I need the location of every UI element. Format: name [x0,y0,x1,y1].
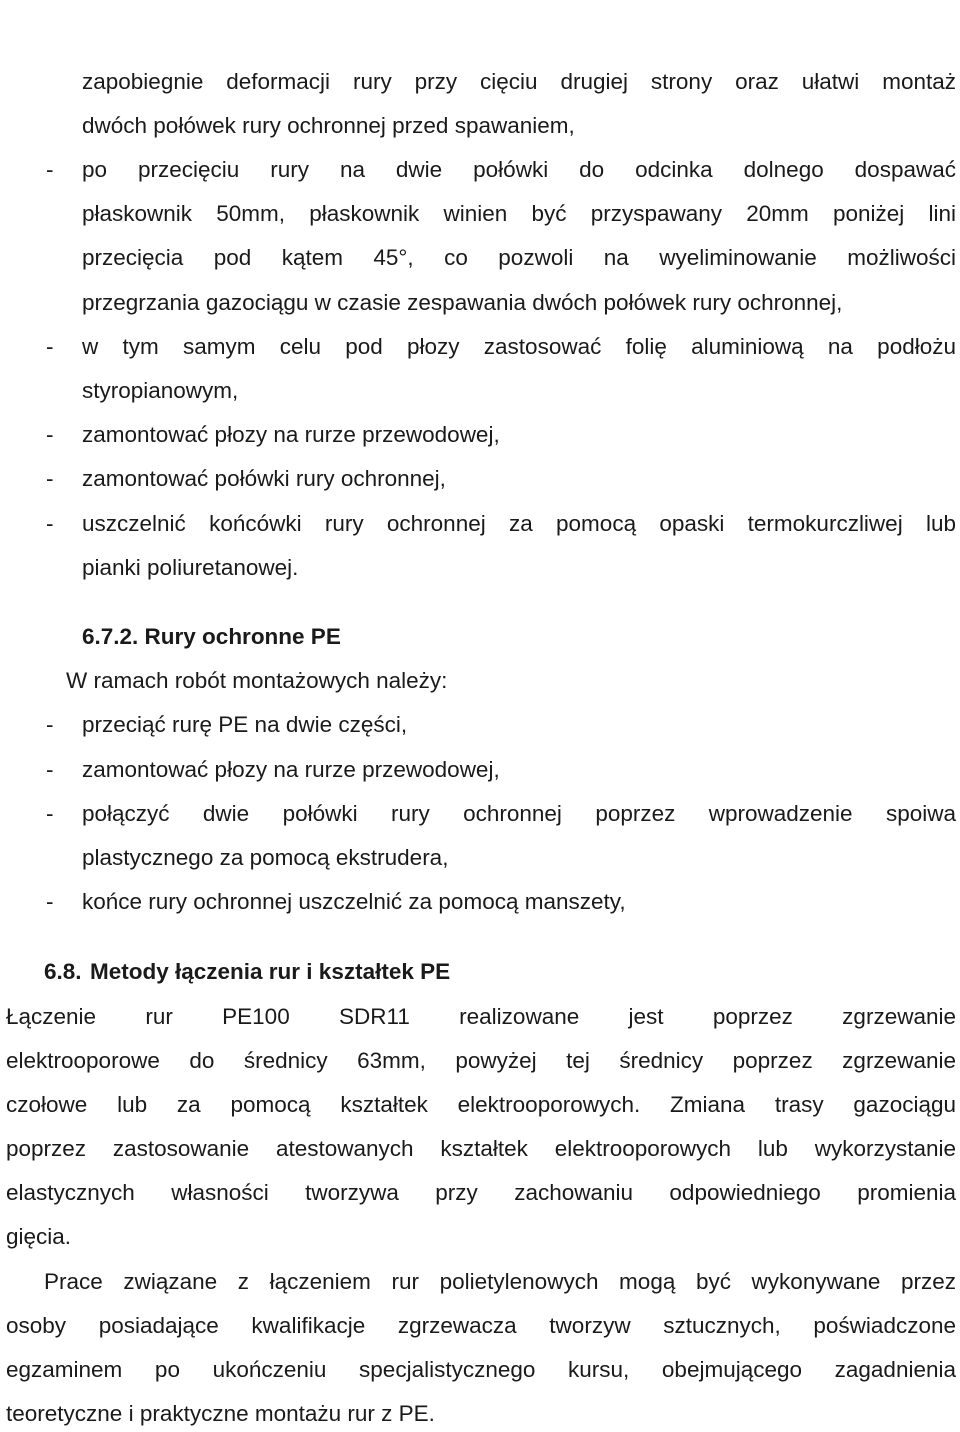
list-dash: - [46,889,54,914]
list-item-e: zamontować połówki rury ochronnej, [82,466,446,491]
list-item-b-line-1: po przecięciu rury na dwie połówki do odcinka dolnego dospawać [82,157,956,182]
list-item-f-line-2: pianki poliuretanowej. [82,555,299,580]
list-dash: - [46,422,54,447]
list-item-f-line-1: uszczelnić końcówki rury ochronnej za pomocą opaski termokurczliwej lub [82,511,956,536]
paragraph-1-line-3: czołowe lub za pomocą kształtek elektrooporowych. Zmiana trasy gazociągu [6,1092,956,1117]
list-672-item-d: końce rury ochronnej uszczelnić za pomocą manszety, [82,889,626,914]
paragraph-2-line-2: osoby posiadające kwalifikacje zgrzewacza tworzyw sztucznych, poświadczone [6,1313,956,1338]
section-672-intro: W ramach robót montażowych należy: [66,668,448,693]
list-item-d: zamontować płozy na rurze przewodowej, [82,422,500,447]
list-item-c-line-2: styropianowym, [82,378,239,403]
list-item-b-line-3: przecięcia pod kątem 45°, co pozwoli na wyeliminowanie możliwości [82,245,956,270]
list-672-item-a: przeciąć rurę PE na dwie części, [82,712,408,737]
paragraph-1-line-1: Łączenie rur PE100 SDR11 realizowane jest poprzez zgrzewanie [6,1004,956,1029]
paragraph-2-line-1: Prace związane z łączeniem rur polietylenowych mogą być wykonywane przez [44,1269,956,1294]
list-672-item-c-line-1: połączyć dwie połówki rury ochronnej poprzez wprowadzenie spoiwa [82,801,956,826]
paragraph-1-line-2: elektrooporowe do średnicy 63mm, powyżej tej średnicy poprzez zgrzewanie [6,1048,956,1073]
paragraph-1-line-4: poprzez zastosowanie atestowanych kształtek elektrooporowych lub wykorzystanie [6,1136,956,1161]
section-number-68: 6.8. [44,959,82,984]
list-672-item-c-line-2: plastycznego za pomocą ekstrudera, [82,845,449,870]
list-item-a-line-2: dwóch połówek rury ochronnej przed spawaniem, [82,113,575,138]
list-dash: - [46,466,54,491]
paragraph-1-line-6: gięcia. [6,1224,72,1249]
list-item-b-line-4: przegrzania gazociągu w czasie zespawania dwóch połówek rury ochronnej, [82,290,843,315]
section-heading-672: 6.7.2. Rury ochronne PE [82,624,341,649]
paragraph-1-line-5: elastycznych własności tworzywa przy zachowaniu odpowiedniego promienia [6,1180,956,1205]
list-item-a-line-1: zapobiegnie deformacji rury przy cięciu drugiej strony oraz ułatwi montaż [82,69,956,94]
list-dash: - [46,801,54,826]
paragraph-2-line-3: egzaminem po ukończeniu specjalistycznego kursu, obejmującego zagadnienia [6,1357,956,1382]
list-672-item-b: zamontować płozy na rurze przewodowej, [82,757,500,782]
list-dash: - [46,157,54,182]
list-dash: - [46,757,54,782]
paragraph-2-line-4: teoretyczne i praktyczne montażu rur z PE. [6,1401,435,1426]
list-dash: - [46,334,54,359]
list-dash: - [46,712,54,737]
section-title-68: Metody łączenia rur i kształtek PE [90,959,451,984]
list-item-b-line-2: płaskownik 50mm, płaskownik winien być przyspawany 20mm poniżej lini [82,201,956,226]
list-dash: - [46,511,54,536]
list-item-c-line-1: w tym samym celu pod płozy zastosować folię aluminiową na podłożu [82,334,956,359]
